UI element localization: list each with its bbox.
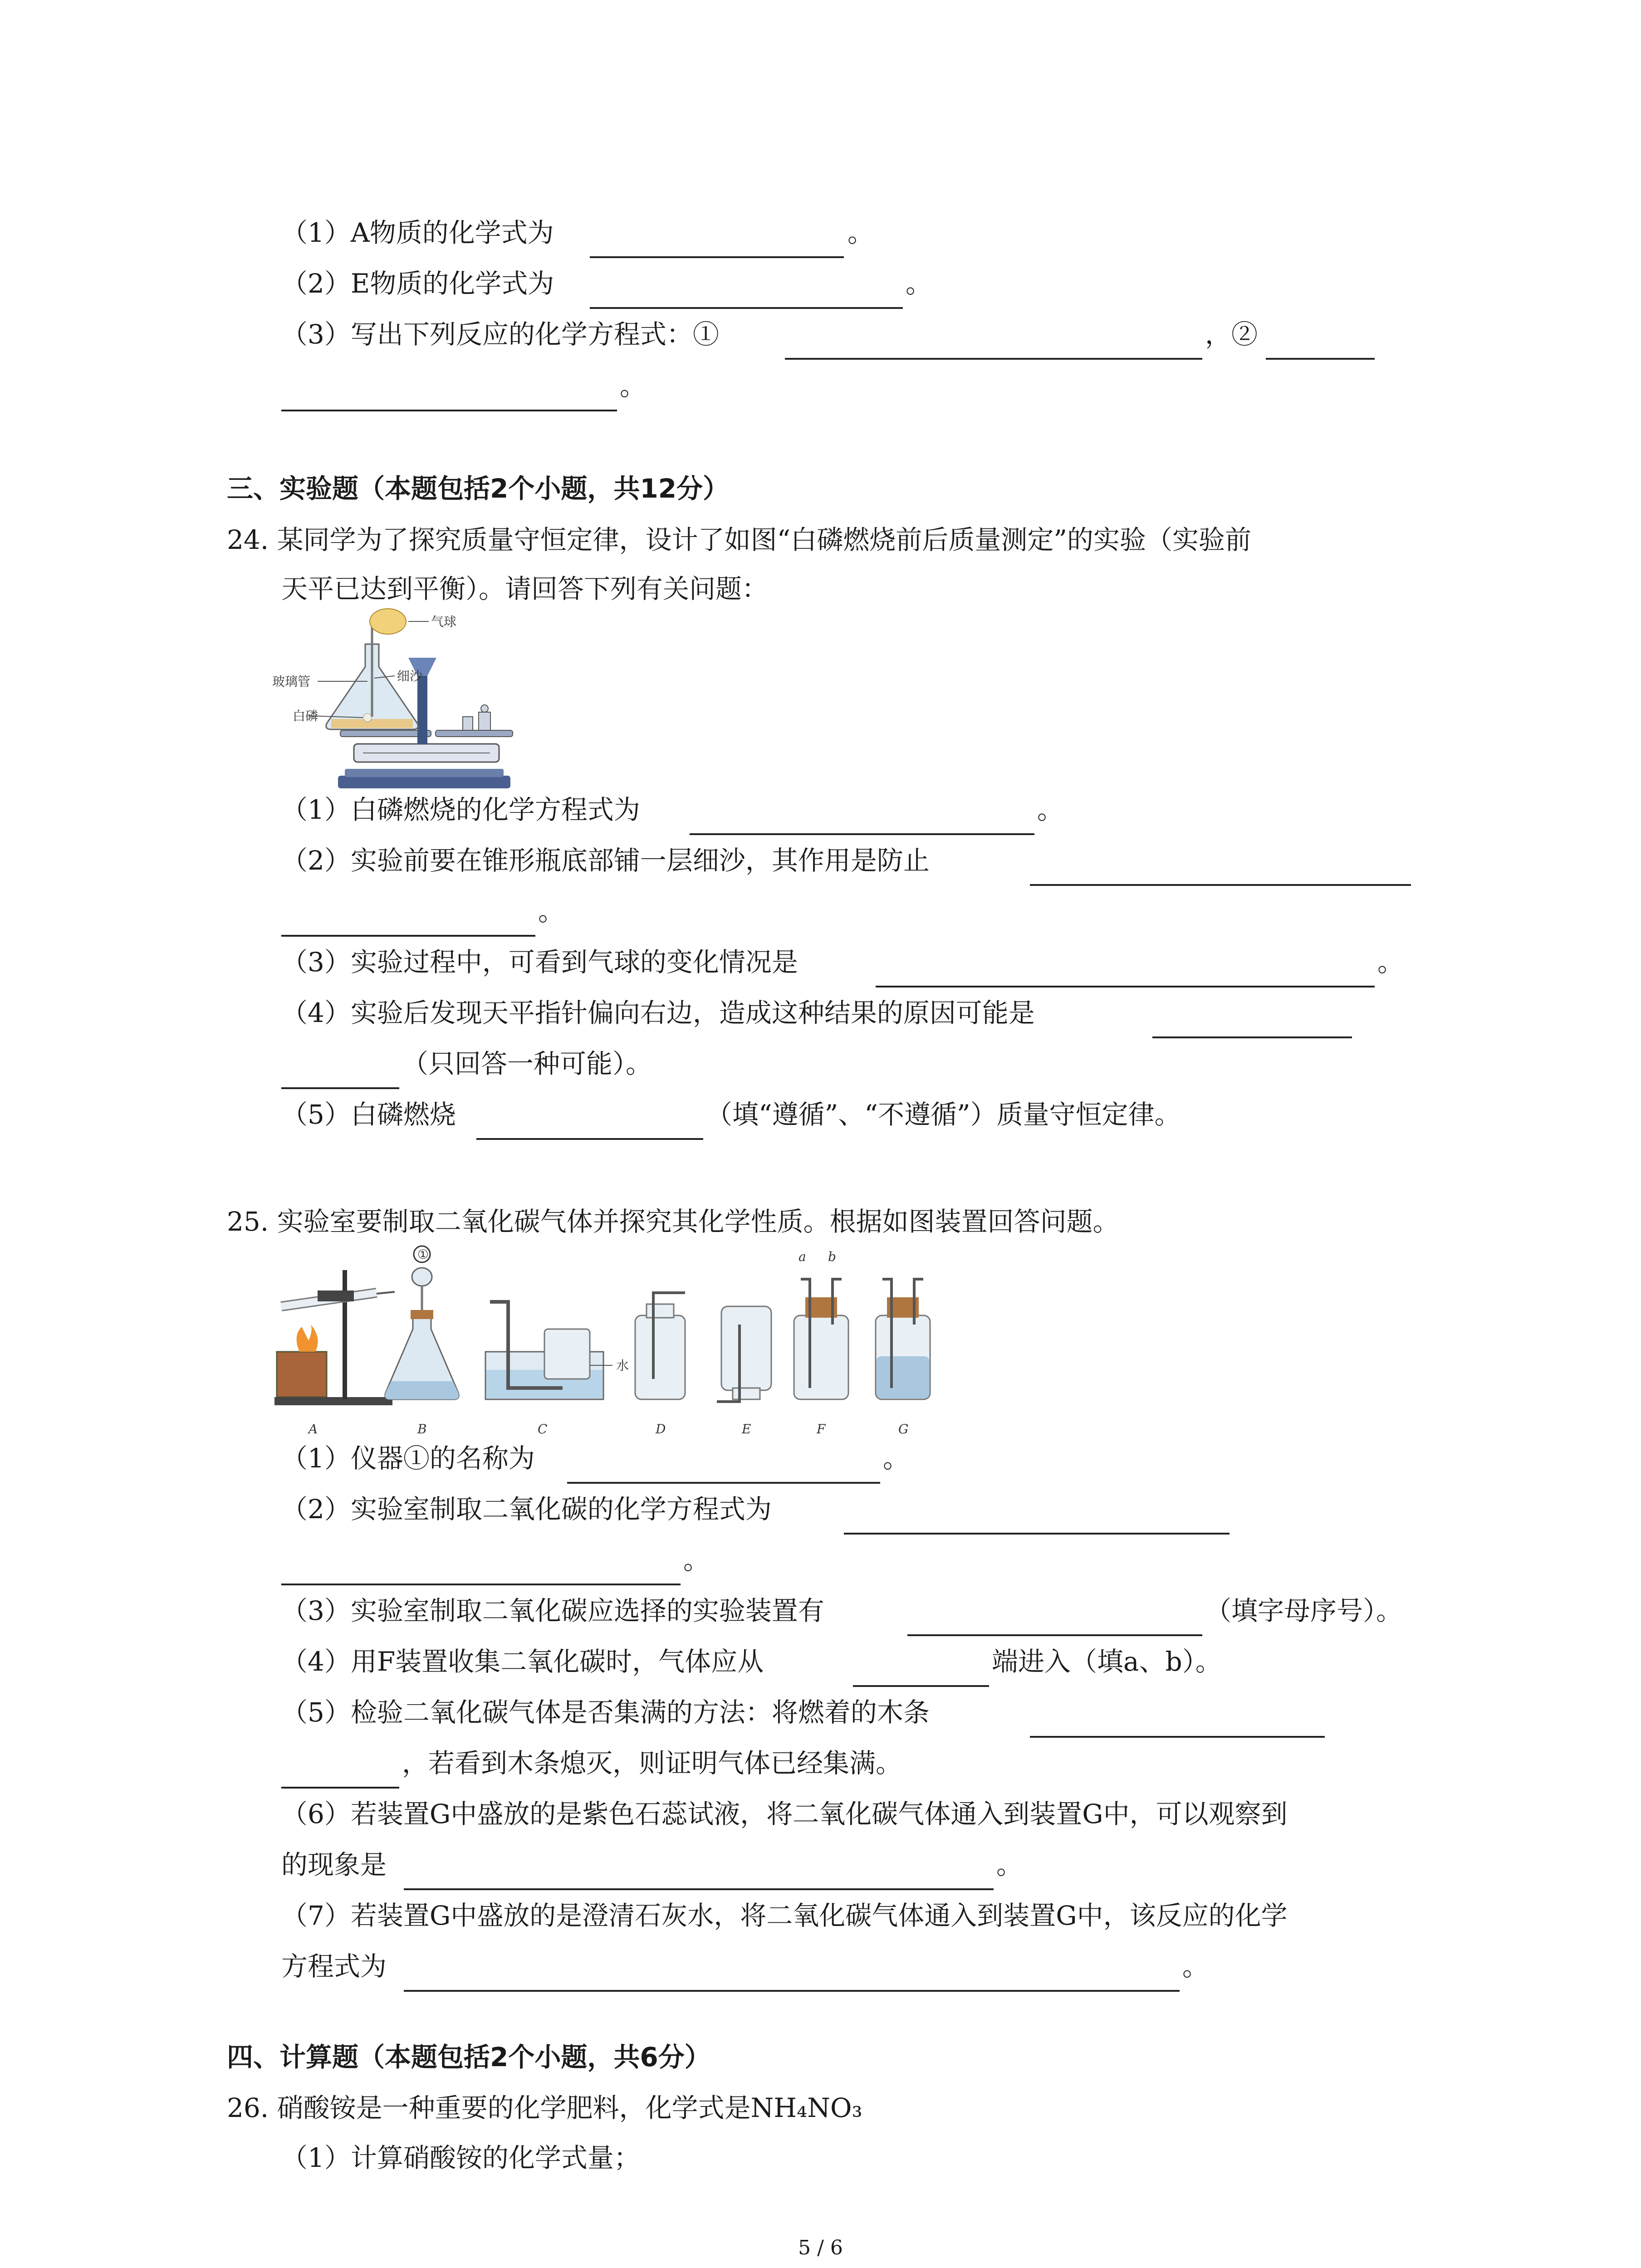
apparatus-a (274, 1270, 395, 1405)
q23-blank3b[interactable] (1266, 358, 1375, 360)
caption-g: G (898, 1422, 909, 1437)
q25-sub7-line1: （7）若装置G中盛放的是澄清石灰水，将二氧化碳气体通入到装置G中，该反应的化学 (281, 1900, 1288, 1931)
caption-c: C (538, 1422, 548, 1437)
q25-sub3-tail: （填字母序号）。 (1205, 1595, 1403, 1626)
q24-sub4: （4）实验后发现天平指针偏向右边，造成这种结果的原因可能是 (281, 997, 1035, 1028)
q24-blank2a[interactable] (1030, 884, 1411, 886)
q24-sub1: （1）白磷燃烧的化学方程式为 (281, 794, 640, 825)
q25-sub3: （3）实验室制取二氧化碳应选择的实验装置有 (281, 1595, 824, 1626)
q25-blank3[interactable] (907, 1634, 1202, 1636)
q24-end2: 。 (538, 896, 565, 927)
caption-a: A (309, 1422, 318, 1437)
q25-stem: 25. 实验室要制取二氧化碳气体并探究其化学性质。根据如图装置回答问题。 (227, 1206, 1119, 1237)
label-balloon: 气球 (431, 614, 457, 629)
q25-blank5a[interactable] (1030, 1736, 1325, 1738)
apparatus-c (485, 1302, 629, 1399)
q24-balance-figure (272, 608, 526, 798)
label-glass-tube: 玻璃管 (272, 674, 311, 689)
q25-end1: 。 (883, 1443, 910, 1474)
q26-sub1: （1）计算硝酸铵的化学式量； (281, 2142, 640, 2173)
q24-blank1[interactable] (690, 833, 1034, 835)
label-a: a (798, 1249, 806, 1264)
caption-f: F (817, 1422, 826, 1437)
q23-blank3a[interactable] (785, 358, 1202, 360)
q25-sub2: （2）实验室制取二氧化碳的化学方程式为 (281, 1494, 772, 1525)
page-number: 5 / 6 (798, 2236, 843, 2259)
q24-blank5[interactable] (476, 1138, 703, 1140)
q26-stem: 26. 硝酸铵是一种重要的化学肥料，化学式是NH₄NO₃ (227, 2092, 862, 2123)
q25-sub6-line1: （6）若装置G中盛放的是紫色石蕊试液，将二氧化碳气体通入到装置G中，可以观察到 (281, 1799, 1288, 1829)
apparatus-d (635, 1293, 685, 1399)
caption-e: E (742, 1422, 751, 1437)
q25-sub1: （1）仪器①的名称为 (281, 1443, 535, 1474)
q25-end2: 。 (683, 1545, 710, 1575)
q24-sub4-cont: （只回答一种可能）。 (402, 1048, 652, 1079)
q25-end6: 。 (996, 1849, 1023, 1880)
q25-sub6-line2: 的现象是 (281, 1849, 387, 1880)
caption-b: B (417, 1422, 427, 1437)
q25-blank1[interactable] (567, 1482, 880, 1484)
q23-sub3: （3）写出下列反应的化学方程式：① (281, 319, 719, 350)
apparatus-e (717, 1306, 771, 1402)
label-circle1: ① (417, 1247, 429, 1262)
q24-sub5-tail: （填“遵循”、“不遵循”）质量守恒定律。 (706, 1099, 1181, 1130)
q23-sub2: （2）E物质的化学式为 (281, 268, 554, 299)
balance-base (338, 776, 510, 788)
q25-sub4-tail: 端进入（填a、b）。 (992, 1646, 1222, 1677)
q24-sub3: （3）实验过程中，可看到气球的变化情况是 (281, 947, 798, 978)
q23-blank2[interactable] (590, 307, 903, 309)
q24-blank4a[interactable] (1152, 1036, 1352, 1038)
apparatus-g (876, 1279, 930, 1399)
q24-sub5: （5）白磷燃烧 (281, 1099, 456, 1130)
q25-sub7-line2: 方程式为 (281, 1951, 387, 1982)
caption-d: D (656, 1422, 666, 1437)
q23-blank1[interactable] (590, 256, 844, 258)
label-sand: 细沙 (397, 669, 423, 684)
q24-blank3[interactable] (876, 986, 1375, 987)
section4-title: 四、计算题（本题包括2个小题，共6分） (227, 2042, 711, 2072)
q25-blank7[interactable] (404, 1990, 1180, 1992)
q23-sub3-mid: ，② (1205, 319, 1258, 350)
q25-apparatus-figure (272, 1243, 944, 1442)
q25-blank6[interactable] (404, 1888, 994, 1890)
q23-end2: 。 (906, 268, 932, 299)
q24-stem-line2: 天平已达到平衡）。请回答下列有关问题： (281, 573, 769, 604)
q25-sub5: （5）检验二氧化碳气体是否集满的方法：将燃着的木条 (281, 1697, 930, 1728)
apparatus-f (794, 1249, 848, 1399)
apparatus-b (385, 1246, 459, 1399)
q23-sub1: （1）A物质的化学式为 (281, 217, 554, 248)
label-phosphorus: 白磷 (293, 709, 318, 723)
q24-end1: 。 (1037, 794, 1064, 825)
q24-sub2: （2）实验前要在锥形瓶底部铺一层细沙，其作用是防止 (281, 845, 930, 876)
balloon (370, 609, 406, 634)
q25-blank2a[interactable] (844, 1533, 1230, 1535)
q25-blank5b[interactable] (281, 1787, 399, 1789)
q25-sub4: （4）用F装置收集二氧化碳时，气体应从 (281, 1646, 764, 1677)
q24-end3: 。 (1377, 947, 1404, 978)
label-water: 水 (616, 1358, 629, 1373)
q24-blank4b[interactable] (281, 1087, 399, 1089)
q24-blank2b[interactable] (281, 935, 535, 937)
q23-end3: 。 (620, 371, 647, 401)
label-b: b (828, 1249, 836, 1264)
q23-end1: 。 (847, 217, 874, 248)
section3-title: 三、实验题（本题包括2个小题，共12分） (227, 473, 730, 504)
q23-blank3c[interactable] (281, 410, 617, 411)
q25-blank2b[interactable] (281, 1584, 681, 1585)
q25-blank4[interactable] (853, 1685, 989, 1687)
q25-sub5-cont: ，若看到木条熄灭，则证明气体已经集满。 (402, 1748, 902, 1779)
q25-end7: 。 (1182, 1951, 1209, 1982)
q24-stem-line1: 24. 某同学为了探究质量守恒定律，设计了如图“白磷燃烧前后质量测定”的实验（实验前 (227, 524, 1251, 555)
